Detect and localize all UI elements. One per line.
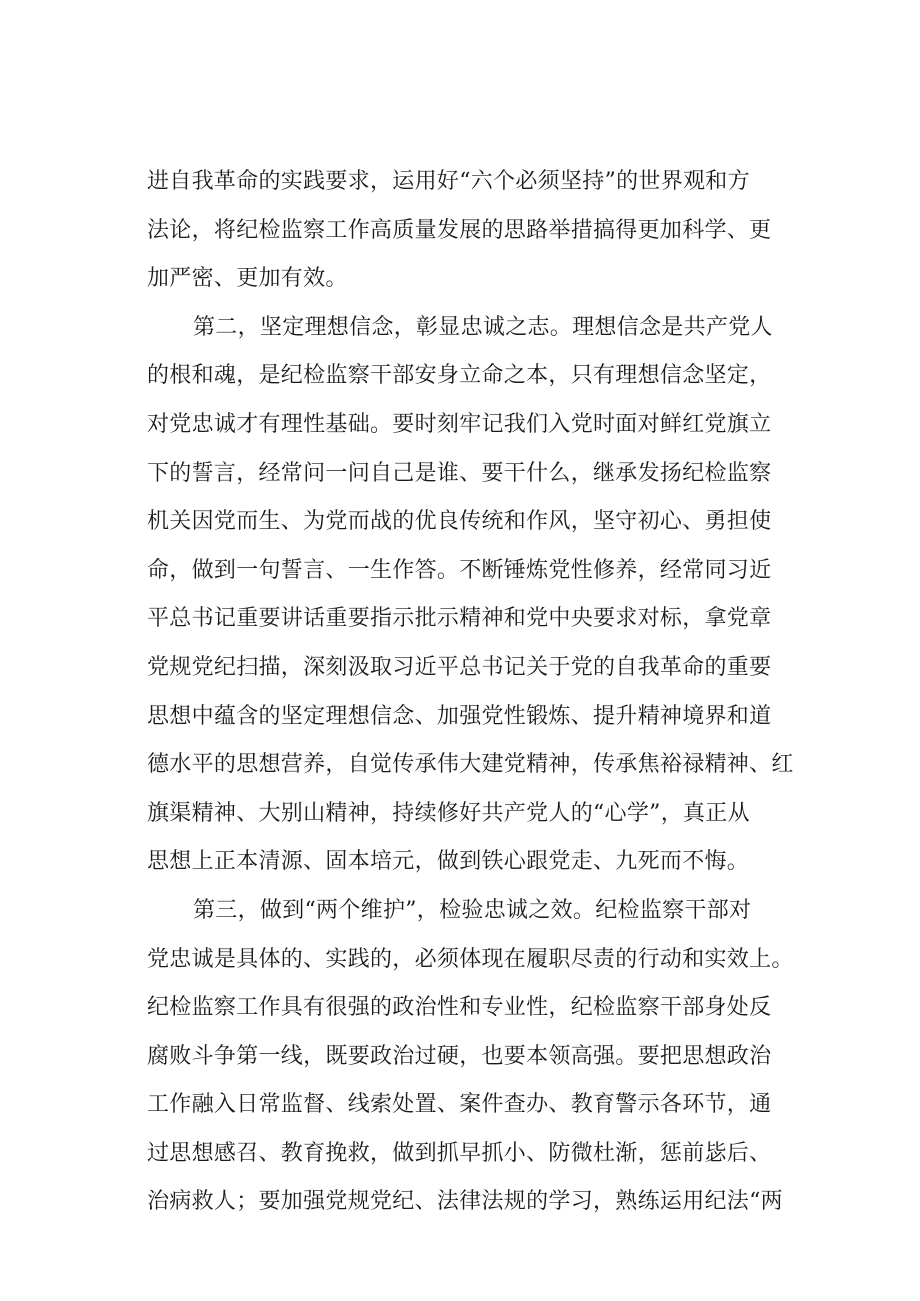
text-line: 治病救人；要加强党规党纪、法律法规的学习，熟练运用纪法“两 [147, 1189, 783, 1215]
text-line: 思想中蕴含的坚定理想信念、加强党性锻炼、提升精神境界和道 [147, 703, 772, 729]
document-body [147, 158, 807, 1227]
text-line: 加严密、更加有效。 [147, 266, 348, 292]
text-line: 对党忠诚才有理性基础。要时刻牢记我们入党时面对鲜红党旗立 [147, 411, 772, 437]
text-line: 进自我革命的实践要求，运用好“六个必须坚持”的世界观和方 [147, 169, 750, 194]
text-line: 机关因党而生、为党而战的优良传统和作风，坚守初心、勇担使 [147, 509, 772, 535]
text-line: 旗渠精神、大别山精神，持续修好共产党人的“心学”，真正从 [147, 800, 750, 826]
text-line: 思想上正本清源、固本培元，做到铁心跟党走、九死而不悔。 [147, 849, 750, 875]
text-line: 平总书记重要讲话重要指示批示精神和党中央要求对标，拿党章 [147, 606, 772, 632]
text-line: 党忠诚是具体的、实践的，必须体现在履职尽责的行动和实效上。 [147, 946, 794, 972]
text-line: 党规党纪扫描，深刻汲取习近平总书记关于党的自我革命的重要 [147, 654, 772, 680]
text-line: 法论，将纪检监察工作高质量发展的思路举措搞得更加科学、更 [147, 217, 772, 243]
text-line: 过思想感召、教育挽救，做到抓早抓小、防微杜渐，惩前毖后、 [147, 1140, 772, 1166]
text-line: 下的誓言，经常问一问自己是谁、要干什么，继承发扬纪检监察 [147, 460, 772, 486]
text-line: 纪检监察工作具有很强的政治性和专业性，纪检监察干部身处反 [147, 995, 772, 1021]
text-line: 德水平的思想营养，自觉传承伟大建党精神，传承焦裕禄精神、红 [147, 752, 794, 778]
text-line: 工作融入日常监督、线索处置、案件查办、教育警示各环节，通 [147, 1092, 772, 1118]
text-line: 腐败斗争第一线，既要政治过硬，也要本领高强。要把思想政治 [147, 1043, 772, 1069]
paragraph-first-line: 第二，坚定理想信念，彰显忠诚之志。理想信念是共产党人 [193, 314, 773, 340]
text-line: 的根和魂，是纪检监察干部安身立命之本，只有理想信念坚定， [147, 363, 772, 389]
text-line: 命，做到一句誓言、一生作答。不断锤炼党性修养，经常同习近 [147, 557, 772, 583]
paragraph-first-line: 第三，做到“两个维护”，检验忠诚之效。纪检监察干部对 [193, 897, 752, 923]
